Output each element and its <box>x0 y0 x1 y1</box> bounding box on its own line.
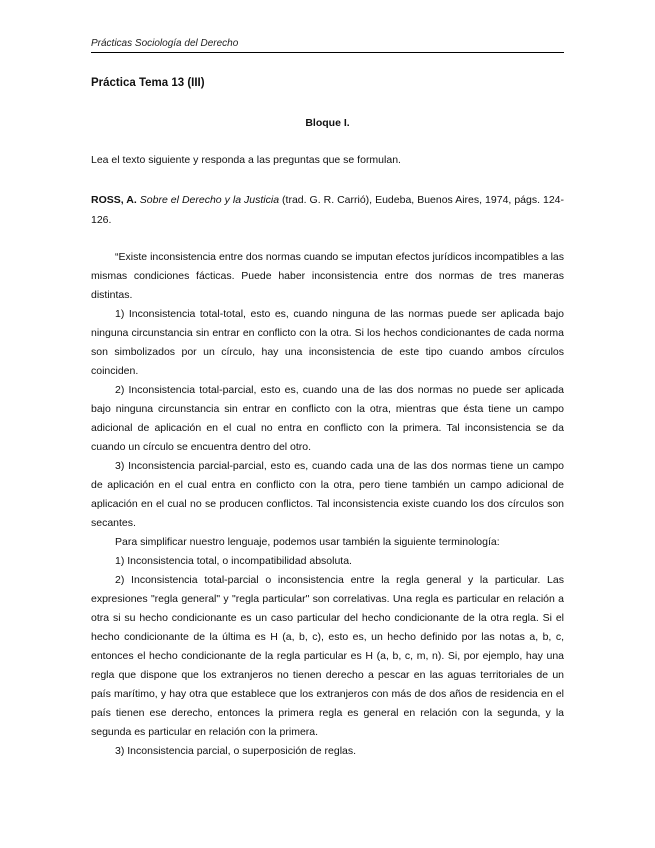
block-title: Bloque I. <box>305 117 350 129</box>
paragraph: 1) Inconsistencia total-total, esto es, cuando ninguna de las normas puede ser aplicada bajo ninguna circunstancia sin entrar en conflicto con la otra. Si los hechos condicionantes de cada norma son simbolizados por un círculo, hay una inconsistencia de este tipo cuando ambos círculos coinciden. <box>91 308 564 377</box>
paragraph: 2) Inconsistencia total-parcial, esto es, cuando una de las dos normas no puede ser aplicada bajo ninguna circunstancia sin entrar en conflicto con la otra, mientras que ésta tiene un campo adicional de aplicación en el cual no entra en conflicto con la primera. Tal inconsistencia se da cuando un círculo se encuentra dentro del otro. <box>91 384 564 453</box>
paragraph: 3) Inconsistencia parcial-parcial, esto es, cuando cada una de las dos normas tiene un campo de aplicación en el cual entra en conflicto con la otra, pero tiene también un campo adicional de aplicación en el cual no se producen conflictos. Tal inconsistencia existe cuando los dos círculos son secantes. <box>91 460 564 529</box>
reference-book-title: Sobre el Derecho y la Justicia <box>139 194 280 206</box>
running-header: Prácticas Sociología del Derecho <box>91 38 564 53</box>
instructions-text: Lea el texto siguiente y responda a las preguntas que se formulan. <box>91 154 401 166</box>
paragraph: 1) Inconsistencia total, o incompatibilidad absoluta. <box>115 555 352 567</box>
paragraph: Para simplificar nuestro lenguaje, podemos usar también la siguiente terminología: <box>115 536 500 548</box>
quoted-text <box>91 248 564 761</box>
paragraph: “Existe inconsistencia entre dos normas cuando se imputan efectos jurídicos incompatibles a las mismas condiciones fácticas. Puede haber inconsistencia entre dos normas de tres maneras distintas. <box>91 251 564 301</box>
reference-author: ROSS, A. <box>91 194 137 206</box>
paragraph: 2) Inconsistencia total-parcial o inconsistencia entre la regla general y la particular. Las expresiones "regla general" y "regla particular" son correlativas. Una regla es particular en relación a otra si su hecho condicionante es un caso particular del hecho condicionante de la otra regla. Si el hecho condicionante de la última es H (a, b, c), esto es, un hecho definido por las notas a, b, c, entonces el hecho condicionante de la regla particular es H (a, b, c, m, n). Si, por ejemplo, hay una regla que dispone que los extranjeros no tienen derecho a pescar en las aguas territoriales de un país marítimo, y hay otra que establece que los extranjeros con más de dos años de residencia en el país tienen ese derecho, entonces la primera regla es general en relación con la segunda, y la segunda es particular en relación con la primera. <box>91 574 564 738</box>
page-title: Práctica Tema 13 (III) <box>91 77 205 89</box>
bibliographic-reference <box>91 191 564 230</box>
paragraph: 3) Inconsistencia parcial, o superposición de reglas. <box>115 745 357 757</box>
reference-details: (trad. G. R. Carrió), Eudeba, Buenos Aires, 1974, págs. 124-126. <box>91 194 565 226</box>
